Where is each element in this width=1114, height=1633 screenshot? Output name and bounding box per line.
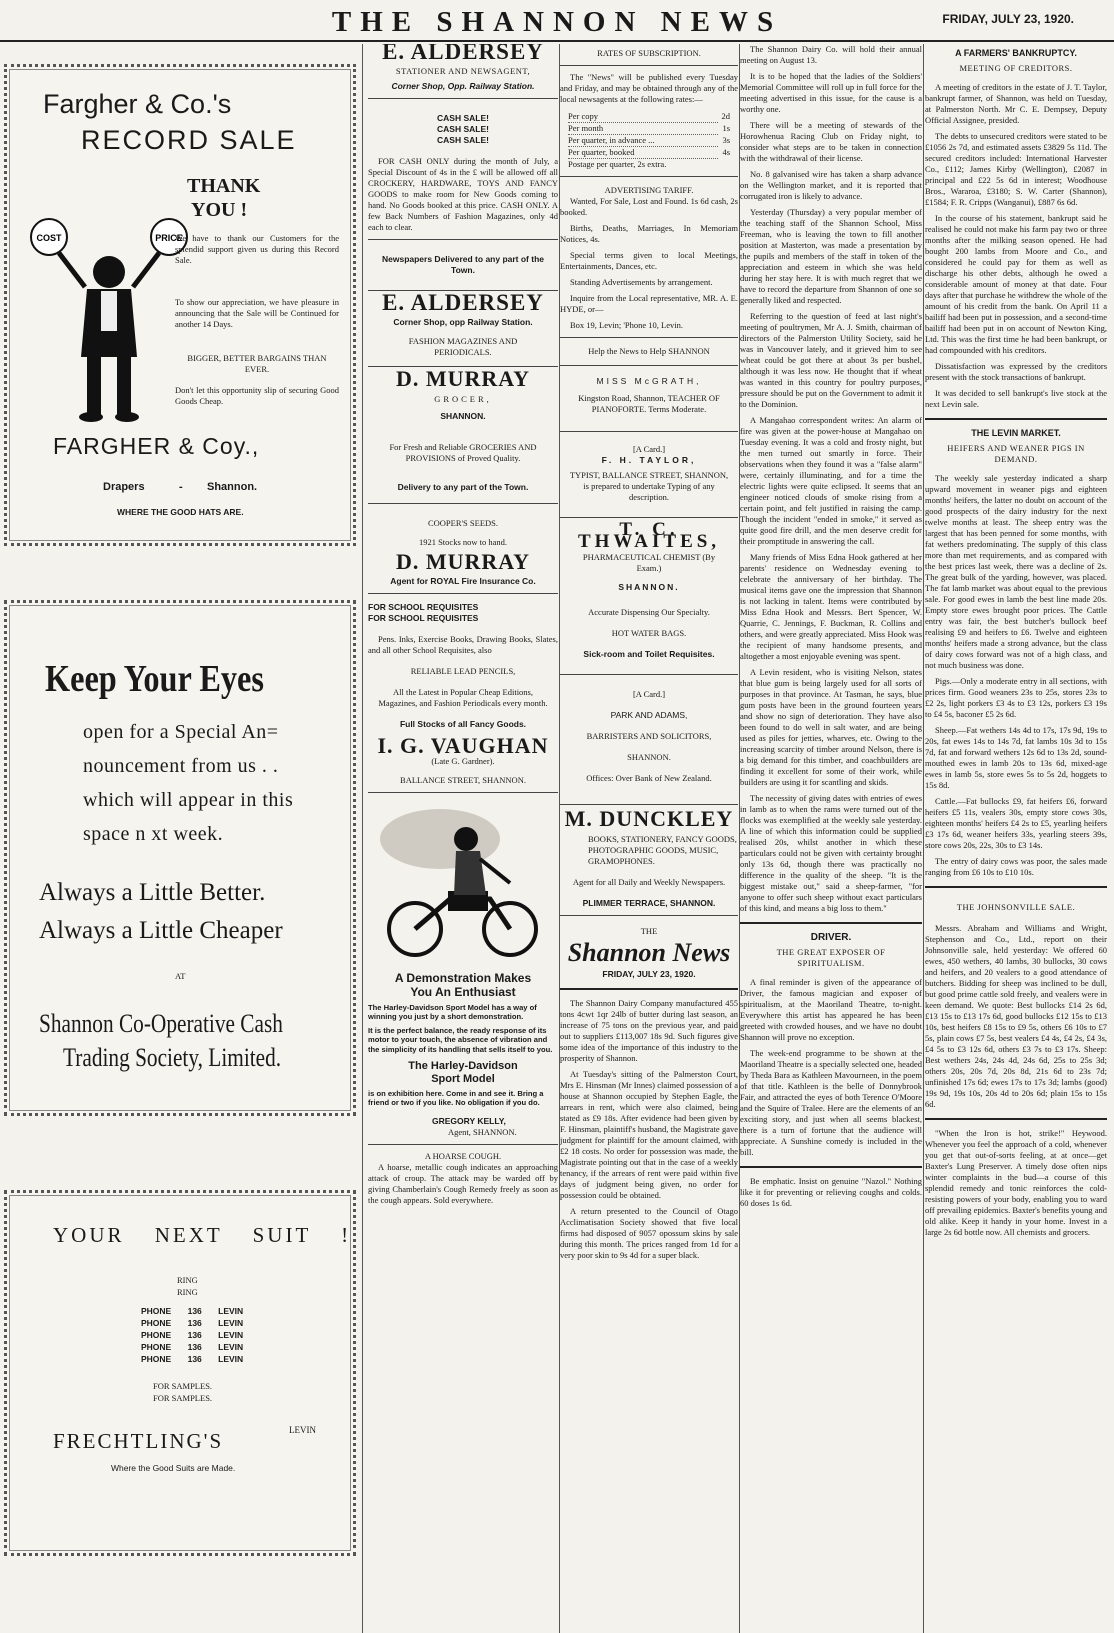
latest-text: All the Latest in Popular Cheap Editions, Magazines, and Fashion Periodicals every month. <box>378 686 548 708</box>
advertising-text: Box 19, Levin; 'Phone 10, Levin. <box>570 320 683 330</box>
ad-slogan: Always a Little Cheaper <box>39 917 283 944</box>
ad-heading: YOUR NEXT SUIT ! <box>53 1223 352 1247</box>
hd-text: It is the perfect balance, the ready response of its motor to your touch, the absence of vibration and the simplicity of its handling that sells itself to you. <box>368 1025 553 1054</box>
hd-name: Sport Model <box>431 1073 495 1086</box>
ad-at: AT <box>175 971 186 981</box>
ad-tagline: WHERE THE GOOD HATS ARE. <box>117 507 244 517</box>
ad-body: To show our appreciation, we have pleasure in announcing that the Sale will be Continued for another 14 Days. <box>175 297 339 329</box>
thwaites-town: SHANNON. <box>618 582 680 593</box>
cash-sale-text: FOR CASH ONLY during the month of July, a Special Discount of 4s in the £ will be allowed off all CROCKERY, HARDWARE, TOYS AND FANCY GOODS to make room for New Goods coming to hand. No Goods booked at this price. CASH ONLY. A few Back Numbers of Fashion Magazines, only 4d each to clear. <box>368 156 558 233</box>
card-label: [A Card.] <box>632 444 666 454</box>
hd-name: The Harley-Davidson <box>408 1060 518 1073</box>
aldersey-heading: E. ALDERSEY <box>382 290 544 316</box>
market-heading: THE LEVIN MARKET. <box>971 428 1061 438</box>
column-2 <box>368 44 558 1633</box>
thwaites-text: Accurate Dispensing Our Specialty. <box>588 607 710 618</box>
phone-list <box>141 1305 243 1365</box>
rates-text: The "News" will be published every Tuesday and Friday, and may be obtained through any of the local newsagents at the following rates:— <box>560 72 738 104</box>
news-paragraph: Dissatisfaction was expressed by the creditors present with the stock transactions of bankrupt. <box>925 361 1107 382</box>
card-label: [A Card.] <box>632 689 666 700</box>
rate-row: Per month 1s <box>568 123 730 133</box>
ad-samples: FOR SAMPLES. <box>153 1393 213 1403</box>
column-4 <box>740 44 922 1633</box>
co-operative-ad <box>4 600 356 1116</box>
newspaper-title: THE SHANNON NEWS <box>331 6 783 38</box>
ad-ring: RING <box>177 1287 198 1297</box>
hd-text: is on exhibition here. Come in and see it. Bring a friend or two if you like. No obligation if you do. <box>368 1089 544 1108</box>
ad-body: open for a Special An= <box>83 721 279 743</box>
bankruptcy-subheading: MEETING OF CREDITORS. <box>959 63 1073 73</box>
rate-row: Per quarter, in advance ... 3s <box>568 135 730 145</box>
mcgrath-heading: MISS McGRATH, <box>596 376 702 386</box>
park-heading: PARK AND ADAMS, <box>610 710 688 721</box>
masthead <box>0 0 1114 42</box>
news-paragraph: The week-end programme to be shown at the Maoriland Theatre is a specially selected one, headed by Theda Bara as Kathleen Mavourneen, in the poem of that title. Kathleen is the belle of Donnybrook Fair, and attracted the eyes of both Terence O'Moore and the Squire of Tralee. Here are the elements of an exciting story, and just when all seems blackest, there is a turn of fortune that the audience will appreciate. A Sunshine comedy is included in the bill. <box>740 1048 922 1157</box>
hd-text: The Harley-Davidson Sport Model has a way of winning you just by a short demonstration. <box>368 1003 537 1022</box>
vaughan-address: BALLANCE STREET, SHANNON. <box>400 775 526 786</box>
phone-line: PHONE 136 LEVIN <box>141 1330 244 1340</box>
hd-agent: Agent, SHANNON. <box>448 1126 517 1137</box>
ad-sub: Shannon. <box>207 481 258 493</box>
advertising-text: Inquire from the Local representative, MR. A. E. HYDE, or— <box>560 293 738 314</box>
ad-body: Don't let this opportunity slip of securing Good Goods Cheap. <box>175 385 339 406</box>
dunckley-address: PLIMMER TERRACE, SHANNON. <box>582 897 716 908</box>
dunckley-heading: M. DUNCKLEY <box>564 806 734 832</box>
help-line: Help the News to Help SHANNON <box>588 346 710 356</box>
driver-subheading: THE GREAT EXPOSER OF SPIRITUALISM. <box>776 947 886 968</box>
taylor-heading: F. H. TAYLOR, <box>601 455 697 465</box>
aldersey-subheading: STATIONER AND NEWSAGENT, <box>395 66 531 77</box>
driver-heading: DRIVER. <box>810 932 852 943</box>
paper-the: THE <box>640 925 658 936</box>
park-office: Offices: Over Bank of New Zealand. <box>586 773 712 784</box>
ad-heading: Keep Your Eyes <box>45 658 264 700</box>
dunckley-text: BOOKS, STATIONERY, FANCY GOODS, PHOTOGRAPHIC GOODS, MUSIC, GRAMOPHONES. <box>588 833 737 866</box>
murray-text: For Fresh and Reliable GROCERIES AND PROVISIONS of Proved Quality. <box>389 441 537 463</box>
seeds-text: 1921 Stocks now to hand. <box>418 536 508 547</box>
thwaites-heading: T. C. THWAITES, <box>577 519 721 553</box>
murray-delivery: Delivery to any part of the Town. <box>397 481 529 492</box>
salesman-illustration <box>29 217 189 427</box>
ad-body: We have to thank our Customers for the splendid support given us during this Record Sale. <box>175 233 339 265</box>
news-paragraph: The entry of dairy cows was poor, the sales made ranging from £6 10s to £10 10s. <box>925 856 1107 877</box>
rate-row: Per quarter, booked 4s <box>568 147 730 157</box>
thwaites-sub: PHARMACEUTICAL CHEMIST (By Exam.) <box>582 552 716 574</box>
masthead-date: FRIDAY, JULY 23, 1920. <box>942 12 1074 26</box>
paper-date: FRIDAY, JULY 23, 1920. <box>602 968 696 979</box>
aldersey-subheading: FASHION MAGAZINES AND PERIODICALS. <box>408 336 518 358</box>
ad-business-name: Trading Society, Limited. <box>63 1043 282 1072</box>
column-5 <box>925 44 1107 1633</box>
advertising-text: Special terms given to local Meetings, Entertainments, Dances, etc. <box>560 250 738 271</box>
news-paragraph: It was decided to sell bankrupt's live stock at the next Levin sale. <box>925 388 1107 409</box>
advertising-heading: ADVERTISING TARIFF. <box>604 185 694 195</box>
dunckley-agent: Agent for all Daily and Weekly Newspapers. <box>572 876 726 887</box>
ad-body: BIGGER, BETTER BARGAINS THAN EVER. <box>187 353 327 374</box>
frechtling-suit-ad <box>4 1190 356 1556</box>
fancy-goods: Full Stocks of all Fancy Goods. <box>399 718 527 729</box>
cash-sale: CASH SALE! <box>437 113 489 124</box>
news-paragraph: Many friends of Miss Edna Hook gathered at her parents' residence on Wednesday evening to celebrate the anniversary of her birthday. The musical items gave one the impression that Shannon is not lacking in talent. Items were contributed by Miss Edna Hook and Messrs. Bert Spencer, W. Quarrie, C. Jennings, F. Buckman, R. Collins and others, and were greatly appreciated. Miss Hook was the recipient of many handsome presents, and altogether a most enjoyable evening was spent. <box>740 552 922 661</box>
ad-body: space n xt week. <box>83 823 224 845</box>
rates-heading: RATES OF SUBSCRIPTION. <box>597 48 701 58</box>
school-heading: FOR SCHOOL REQUISITES <box>368 612 479 623</box>
ad-body: which will appear in this <box>83 789 294 811</box>
advertising-text: Standing Advertisements by arrangement. <box>570 277 713 287</box>
phone-line: PHONE 136 LEVIN <box>141 1354 244 1364</box>
paper-title: Shannon News <box>567 937 731 967</box>
news-paragraph: Messrs. Abraham and Williams and Wright, Stephenson and Co., Ltd., report on their Johnsonville sale, held yesterday: We offered 60 ewes, 450 wethers, 40 lambs, 30 bullocks, 30 cows and heifers, and 20 vealers to a good attendance of butchers. Bidding for sheep was inclined to be dull, but good prime cattle sold freely, and vealers were in keen demand. We quote: Best bullocks £14 2s 6d, £13 15s to £13 17s 6d, good bullocks £12 15s to £13 10s, best heifers £8 15s to £9 5s, others £6 10s to £7 5s, plain cows £7 5s, best vealers £4 4s, £4 2s, £4 3s, £4 5s to £3 12s 6d, others £3 7s to £3 17s. Sheep: Best wethers 24s, 24s 4d, 24s 6d, 25s to 25s 3d; others 20s, 20s 7d, 20s 8d, 21s 6d to 23s 7d; unfinished 17s 6d; ewes 17s to 17s 3d; lambs (good) 19s 9d, 19s 10s, 20s 4d to 20s 6d; plain 15s to 15s 6d. <box>925 923 1107 1109</box>
aldersey-address: Corner Shop, opp Railway Station. <box>393 317 533 328</box>
rates-table <box>568 111 730 170</box>
taylor-text: TYPIST, BALLANCE STREET, SHANNON, is prepared to undertake Typing of any description. <box>569 470 729 502</box>
news-paragraph: No. 8 galvanised wire has taken a sharp advance on the Wellington market, and it is reported that corrugated iron is likely to advance. <box>740 169 922 201</box>
news-paragraph: At Tuesday's sitting of the Palmerston Court, Mrs E. Hinsman (Mr Innes) claimed possession of a house at Shannon occupied by Stephen Eagle, the arrears in rent, which were also claimed, being stated as £9 18s. After evidence had been given by F. Hinsman, plaintiff's husband, the Magistrate gave judgment for plaintiff for the amount claimed, with £2 18 costs. No order for possession was made, the Magistrate pointing out that in the case of a weekly tenancy, if the arrears of rent were paid within five days of judgment being given, no order for possession could be obtained. <box>560 1068 738 1200</box>
news-paragraph: "When the Iron is hot, strike!" Heywood. Whenever you feel the approach of a cold, whenever you get that out-of-sorts feeling, at at once—get Baxter's Lung Preserver. A timely dose often nips winter complaints in the bud—a course of this splendid remedy and tonic reinforces the cold-resisting powers of your body, enabling you to ward off prevailing epidemics. Baxter's benefits young and old alike. Keep it handy in your home. Invest in a large 2s 6d bottle now. All chemists and grocers. <box>925 1128 1107 1237</box>
murray-town: SHANNON. <box>440 410 486 421</box>
ad-business-name: FRECHTLING'S <box>53 1429 224 1453</box>
news-paragraph: A meeting of creditors in the estate of J. T. Taylor, bankrupt farmer, of Shannon, was held on Tuesday, at Palmerston North. Mr C. E. Dempsey, Deputy Official Assignee, presided. <box>925 82 1107 125</box>
thwaites-text: Sick-room and Toilet Requisites. <box>583 649 715 660</box>
cough-heading: A HOARSE COUGH. <box>424 1150 502 1161</box>
vaughan-heading: I. G. VAUGHAN <box>377 732 549 758</box>
news-paragraph: Pigs.—Only a moderate entry in all sections, with prices firm. Good weaners 23s to 25s, stores 23s to £2 2s, light porkers £3 4s to £3 12s, porkers £3 19s to £4 5s, baconer £5 2s 6d. <box>925 676 1107 719</box>
news-paragraph: The debts to unsecured creditors were stated to be £1056 2s 7d, and estimated assets £3829 5s 11d. The secured creditors included: International Harvester Co., £112; James Kirby (Wellington), £2087 in principal and £22 5s 6d in interest; Woodhouse Bros., Wararoa, £3180; S. W. Carter (Shannon), £1584; F. R. Cripps (Wanganui), £887 6s 6d. <box>925 131 1107 207</box>
rate-row: Per copy 2d <box>568 111 730 121</box>
news-paragraph: A return presented to the Council of Otago Acclimatisation Society showed that five local firms had disposed of 9057 opossum skins by sale during this month. The prices ranged from 1d for a very poor skin to 9s 4d for a super black. <box>560 1205 738 1260</box>
ad-tagline: Where the Good Suits are Made. <box>111 1463 236 1473</box>
vaughan-late: (Late G. Gardner). <box>431 756 495 767</box>
hd-heading: A Demonstration Makes <box>394 971 532 986</box>
ad-samples: FOR SAMPLES. <box>153 1381 213 1391</box>
motorcycle-illustration <box>370 799 556 971</box>
ad-ring: RING <box>177 1275 198 1285</box>
advertising-text: Births, Deaths, Marriages, In Memoriam Notices, 4s. <box>560 223 738 244</box>
ad-levin: LEVIN <box>289 1425 316 1435</box>
school-text: Pens. Inks, Exercise Books, Drawing Books, Slates, and all other School Requisites, also <box>368 633 558 655</box>
news-paragraph: It is to be hoped that the ladies of the Soldiers' Memorial Committee will roll up in full force for the meeting advertised in this issue, for the cause is a worthy one. <box>740 71 922 114</box>
rates-postage: Postage per quarter, 2s extra. <box>568 159 667 169</box>
ad-heading: THANK <box>187 175 261 197</box>
murray-grocer: GROCER, <box>434 393 492 404</box>
ad-business-name: FARGHER & Coy., <box>53 433 260 459</box>
pencils-text: RELIABLE LEAD PENCILS, <box>410 665 516 676</box>
ad-heading: Fargher & Co.'s <box>43 89 232 119</box>
news-paragraph: Referring to the question of feed at last night's meeting of poultrymen, Mr A. J. Smith, chairman of directors of the Palmerston Utility Society, said he was in Vancouver lately, and it grieved him to see wheat could be got there at about 3s per bushel, although it was less now. He thought that if wheat was wanted in this country for poultry purposes, pressure should be put on the Government to admit it to the Dominion. <box>740 311 922 409</box>
cash-sale: CASH SALE! <box>437 135 489 146</box>
hd-heading: You An Enthusiast <box>410 985 516 1000</box>
fargher-record-sale-ad: Fargher & Co.'s RECORD SALE THANK YOU ! COST PRICE We have to thank our Customers for the splendid support given us during this Record Sale. To show our appreciation, we have pleasure in announcing that the Sale will be Continued for another 14 Days. BIGGER, BETTER BARGAINS THAN EVER. Don't let this opportunity slip of securing Good Goods Cheap. FARGHER & Coy., Drapers - Shannon. WHERE THE GOOD HATS ARE. <box>4 64 356 546</box>
ad-sub: Drapers <box>103 481 145 493</box>
ad-heading: RECORD SALE <box>81 125 297 155</box>
news-paragraph: A Mangahao correspondent writes: An alarm of fire was given at the power-house at Mangahao on Tuesday evening. It was a cold and frosty night, but the men turned out smartly in force. Their observations when they found it was a "false alarm" were, certainly illuminating, and for a time the electric lights were quite eclipsed. It seems that an engineer noticed clouds of smoke rising from a certain point, and felt justified in raising the camp. Though the incident "ended in smoke," it served as quite good fire drill, and the men deserve credit for their promptitude in answering the call. <box>740 415 922 546</box>
phone-line: PHONE 136 LEVIN <box>141 1306 244 1316</box>
news-paragraph: Be emphatic. Insist on genuine "Nazol." Nothing like it for preventing or relieving coughs and colds. 60 doses 1s 6d. <box>740 1176 922 1208</box>
ad-slogan: Always a Little Better. <box>39 879 266 906</box>
news-paragraph: The necessity of giving dates with entries of ewes in lamb as to when the rams were turned out of the flocks was exemplified at the weekly sale yesterday. A line of which this information could be supplied realised 20s, whilst another in which these particulars could not be given with certainty brought only 13s 6d, though there was practically no difference in the quality of the sheep. "It is the biggest mistake out," said a sheep-farmer, "for anyone to offer such sheep without exact particulars of this kind, and means a big loss to them." <box>740 793 922 913</box>
cough-text: A hoarse, metallic cough indicates an approaching attack of croup. The attack may be warded off by giving Chamberlain's Cough Remedy freely as soon as the cough appears. Sold everywhere. <box>368 1161 558 1205</box>
advertising-text: Wanted, For Sale, Lost and Found. 1s 6d cash, 2s booked. <box>560 196 738 217</box>
market-subheading: HEIFERS AND WEANER PIGS IN DEMAND. <box>947 443 1085 464</box>
park-town: SHANNON. <box>627 752 671 763</box>
phone-line: PHONE 136 LEVIN <box>141 1318 244 1328</box>
column-3 <box>560 44 738 1633</box>
johnsonville-heading: THE JOHNSONVILLE SALE. <box>956 902 1076 912</box>
ad-heading: YOU ! <box>191 199 248 221</box>
phone-line: PHONE 136 LEVIN <box>141 1342 244 1352</box>
murray-heading: D. MURRAY <box>395 366 531 392</box>
news-paragraph: Yesterday (Thursday) a very popular member of the teaching staff of the Shannon School, Miss Freeman, who is leaving the town to fill another position at Masterton, was made a presentation by the pupils and members of the staff in token of the appreciation and esteem in which she was held during her stay here. It is with much regret that we have to record the departure from Shannon of one so generally liked and respected. <box>740 207 922 305</box>
news-paragraph: Cattle.—Fat bullocks £9, fat heifers £6, forward heifers £5 11s, vealers 30s, empty store cows 30s, eighteen months' heifers £4 2s to £5, yearling heifers £3 17s 6d, weaner heifers 33s, yearling steers 39s, store cows 20s, 22s, 30s to £3 14s. <box>925 796 1107 850</box>
news-paragraph: The Shannon Dairy Co. will hold their annual meeting on August 13. <box>740 44 922 65</box>
news-paragraph: A final reminder is given of the appearance of Driver, the famous magician and exposer of spiritualism, at the Maoriland Theatre, to-night. Everywhere this artist has appeared he has been greeted with crowded houses, and we have no doubt Shannon will prove no exception. <box>740 977 922 1042</box>
news-paragraph: In the course of his statement, bankrupt said he realised he could not make his farm pay two or three months after the milking season opened. He had bought 200 lambs from Moore and Co., and considered he could pay for them as well as discharge his other debts, although he owed a considerable amount of money at that date. Four days after that purchase he withdrew the whole of the amount of his credit from the bank. On April 11 a bailiff had been put in possession, and a second-time bailiff had been put in on account of Newton King, Ltd. This was the first time he had been bankrupt, or had compounded with his creditors. <box>925 213 1107 355</box>
news-paragraph: The Shannon Dairy Company manufactured 455 tons 4cwt 1qr 24lb of butter during last season, an increase of 75 tons on the previous year, and paid out to suppliers £113,007 18s 9d. Such figures give some idea of the importance of this industry to the prosperity of Shannon. <box>560 997 738 1063</box>
news-paragraph: Sheep.—Fat wethers 14s 4d to 17s, 17s 9d, 19s to 20s, fat ewes 14s to 14s 7d, fat lambs 10s 3d to 15s 7d, fat and forward wethers 12s 6d to 13s 2d, sound-mouthed ewes in lamb 20s to 13s 6d, mixed-age ewes in lamb 5s, store ewes 5s to 5s 2d, hoggets to 15s 8d. <box>925 725 1107 790</box>
park-sub: BARRISTERS AND SOLICITORS, <box>586 731 712 742</box>
column-rule <box>923 44 924 1633</box>
ad-business-name: Shannon Co-Operative Cash <box>39 1009 283 1038</box>
thwaites-text: HOT WATER BAGS. <box>611 628 687 639</box>
cash-sale: CASH SALE! <box>437 124 489 135</box>
cost-sign-text: COST <box>36 233 62 243</box>
mcgrath-text: Kingston Road, Shannon, TEACHER OF PIANOFORTE. Terms Moderate. <box>578 393 720 414</box>
seeds-heading: COOPER'S SEEDS. <box>427 517 499 528</box>
news-paragraph: A Levin resident, who is visiting Nelson, states that blue gum is being largely used for all sorts of purposes in that province. At Tasman, he says, blue gum posts have been in the ground fourteen years and show no sign of deterioration. They have also been found to do well in salt water, and are being used as piles for jetties, wharves, etc. Owing to the increasing scarcity of timber around Nelson, there is a big demand for this timber, and coachbuilders are finding it excellent for some of their work, while builders are using it for scantling and skids. <box>740 667 922 787</box>
news-paragraph: The weekly sale yesterday indicated a sharp upward movement in weaner pigs and eighteen months' heifers, the latter no doubt on account of the good prospects of the dairy industry for the next twelve months at least. The sheep entry was the largest that has been penned for some months, with fat wethers predominating. The supply of this class more than met requirements, and as compared with the best prices last week, there was a decline of 2s. The great bulk of the yarding, however, was placed. The fat lamb market was about equal to the previous sale. For good ewes in lamb the best line made 20s. Empty store ewes brought poor prices. The Cattle entry was fair, the best butcher's bullock beef realising £9 and heifers to £6. Twelve and eighteen months' heifers made a strong advance, but the class of dairy cows forward was not of a high class, and not much business was done. <box>925 473 1107 670</box>
bankruptcy-heading: A FARMERS' BANKRUPTCY. <box>955 48 1077 58</box>
murray-agent: Agent for ROYAL Fire Insurance Co. <box>390 575 536 586</box>
price-sign-text: PRICE <box>155 233 183 243</box>
aldersey-address: Corner Shop, Opp. Railway Station. <box>391 81 535 92</box>
news-paragraph: There will be a meeting of stewards of the Horowhenua Racing Club on Friday night, to consider what steps are to be taken in connection with the withdrawal of their license. <box>740 120 922 163</box>
delivery-note: Newspapers Delivered to any part of the Town. <box>381 254 545 276</box>
ad-body: nouncement from us . . <box>83 755 279 777</box>
school-heading: FOR SCHOOL REQUISITES <box>368 601 479 612</box>
column-rule <box>362 44 363 1633</box>
aldersey-heading: E. ALDERSEY <box>382 44 544 64</box>
hd-agent: GREGORY KELLY, <box>432 1115 506 1126</box>
murray-heading: D. MURRAY <box>395 548 531 574</box>
